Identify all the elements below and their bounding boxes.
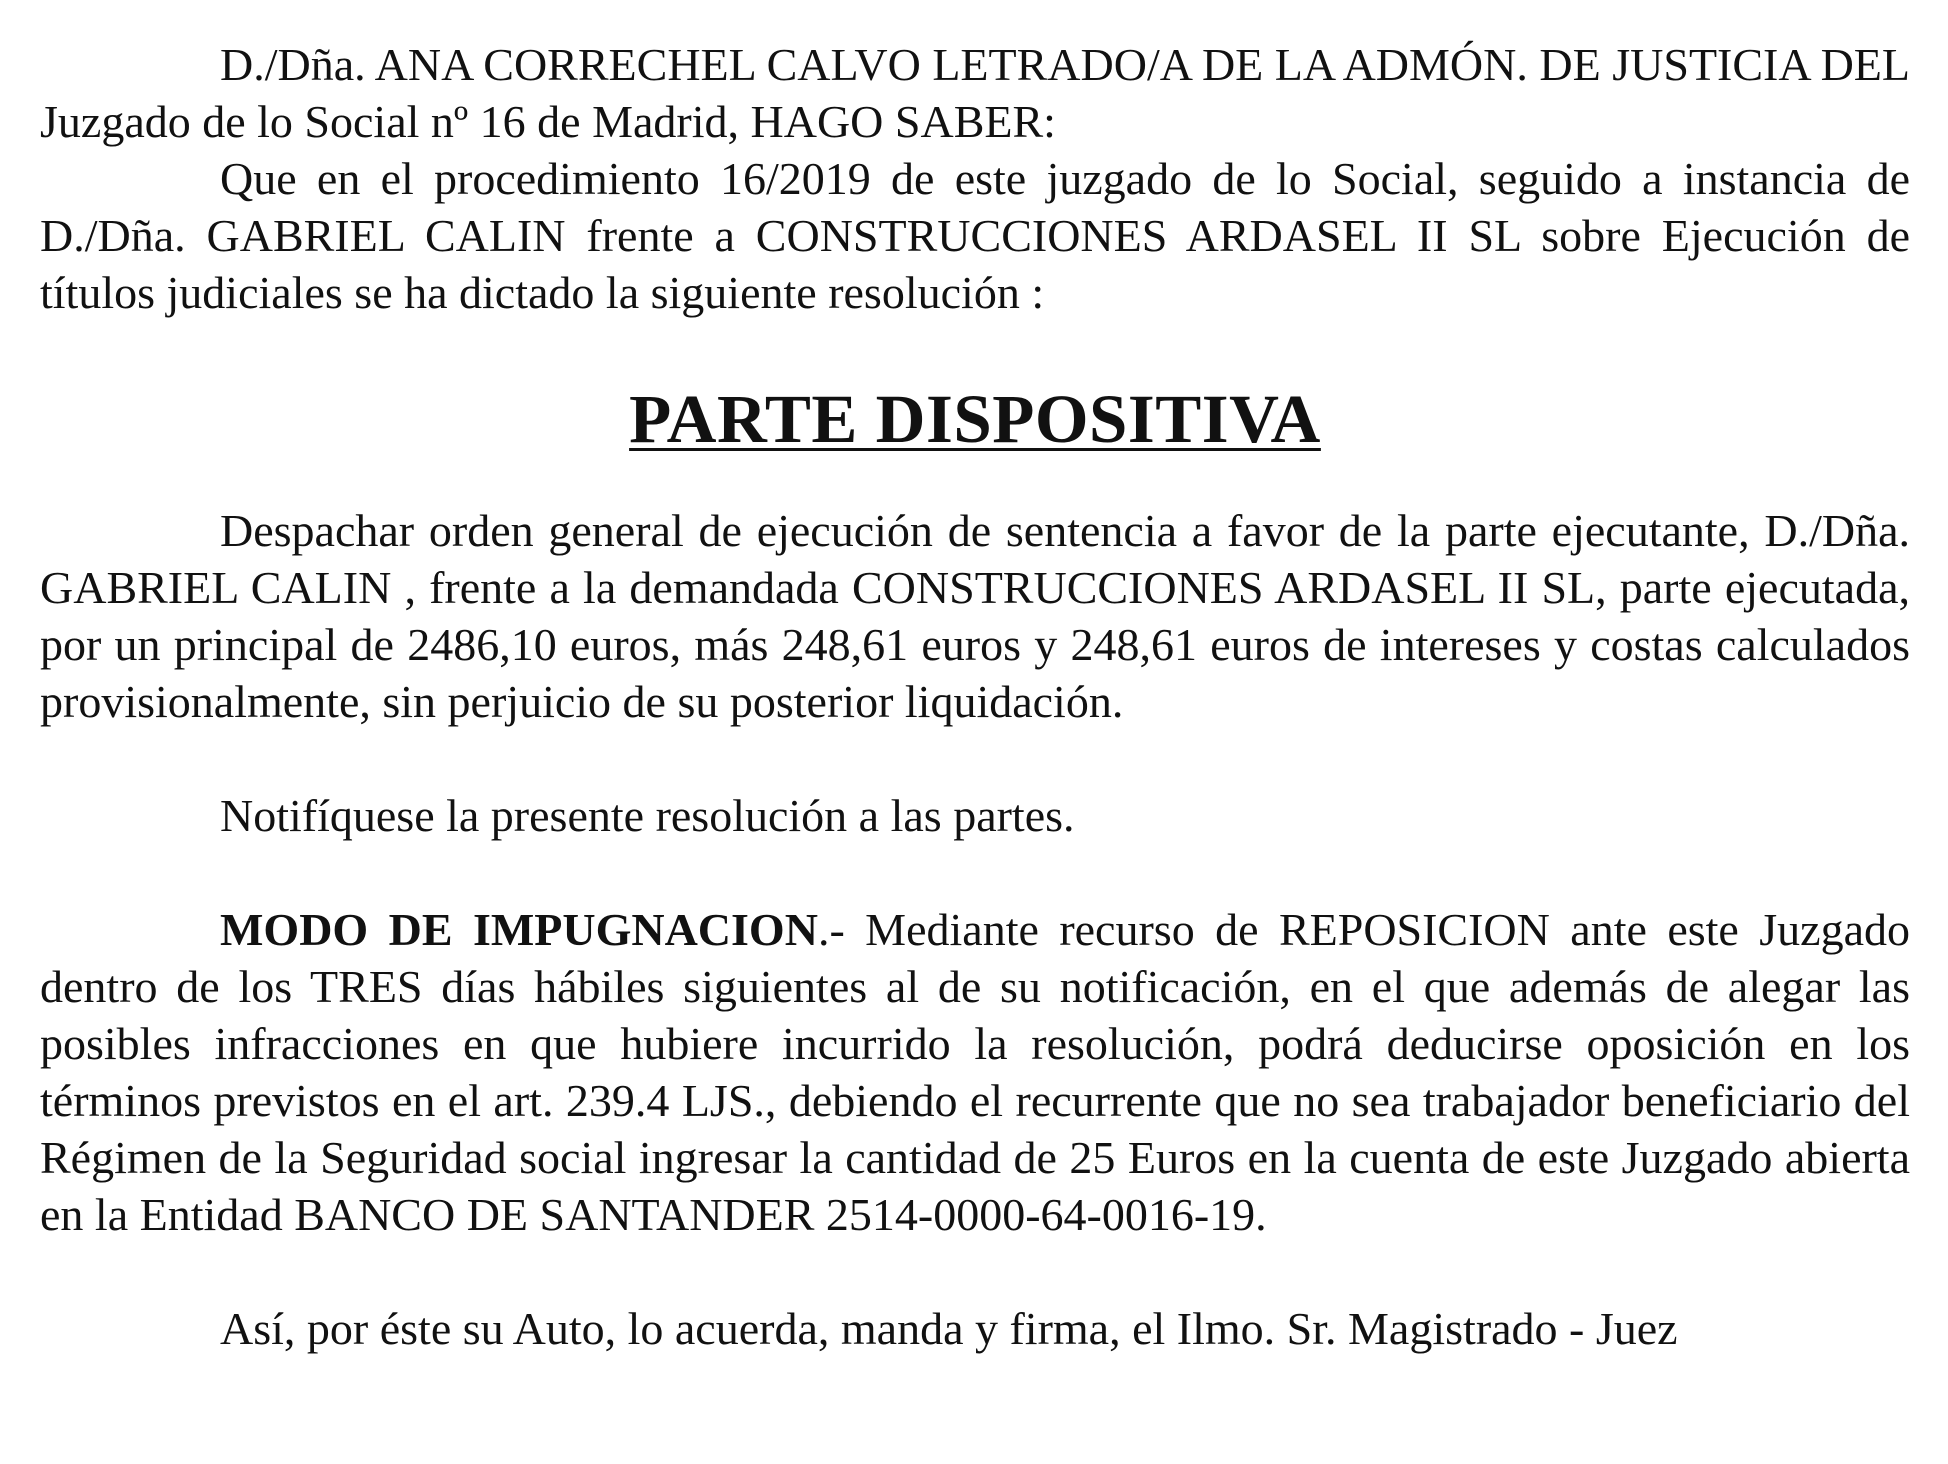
section-heading: PARTE DISPOSITIVA (629, 381, 1321, 457)
notify-paragraph: Notifíquese la presente resolución a las partes. (220, 790, 1075, 841)
impugnation-text: .- Mediante recurso de REPOSICION ante este Juzgado dentro de los TRES días hábiles siguientes al de su notificación, en el que además de alegar las posibles infracciones en que hubiere incurrido la resolución, podrá deducirse oposición en los términos previstos en el art. 239.4 LJS., debiendo el recurrente que no sea trabajador beneficiario del Régimen de la Seguridad social ingresar la cantidad de 25 Euros en la cuenta de este Juzgado abierta en la Entidad BANCO DE SANTANDER 2514-0000-64-0016-19. (40, 904, 1911, 1240)
intro-paragraph: D./Dña. ANA CORRECHEL CALVO LETRADO/A DE LA ADMÓN. DE JUSTICIA DEL Juzgado de lo Social nº 16 de Madrid, HAGO SABER: (40, 39, 1910, 147)
document-page (40, 36, 1910, 1357)
impugnation-paragraph (40, 901, 1910, 1243)
section-heading-wrap (40, 381, 1910, 457)
impugnation-label: MODO DE IMPUGNACION (220, 904, 818, 955)
dispositive-paragraph: Despachar orden general de ejecución de sentencia a favor de la parte ejecutante, D./Dña. GABRIEL CALIN , frente a la demandada CONSTRUCCIONES ARDASEL II SL, parte ejecutada, por un principal de 2486,10 euros, más 248,61 euros y 248,61 euros de intereses y costas calculados provisionalmente, sin perjuicio de su posterior liquidación. (40, 505, 1910, 727)
closing-paragraph: Así, por éste su Auto, lo acuerda, manda y firma, el Ilmo. Sr. Magistrado - Juez (220, 1303, 1678, 1354)
procedure-paragraph: Que en el procedimiento 16/2019 de este juzgado de lo Social, seguido a instancia de D./Dña. GABRIEL CALIN frente a CONSTRUCCIONES ARDASEL II SL sobre Ejecución de títulos judiciales se ha dictado la siguiente resolución : (40, 153, 1910, 318)
